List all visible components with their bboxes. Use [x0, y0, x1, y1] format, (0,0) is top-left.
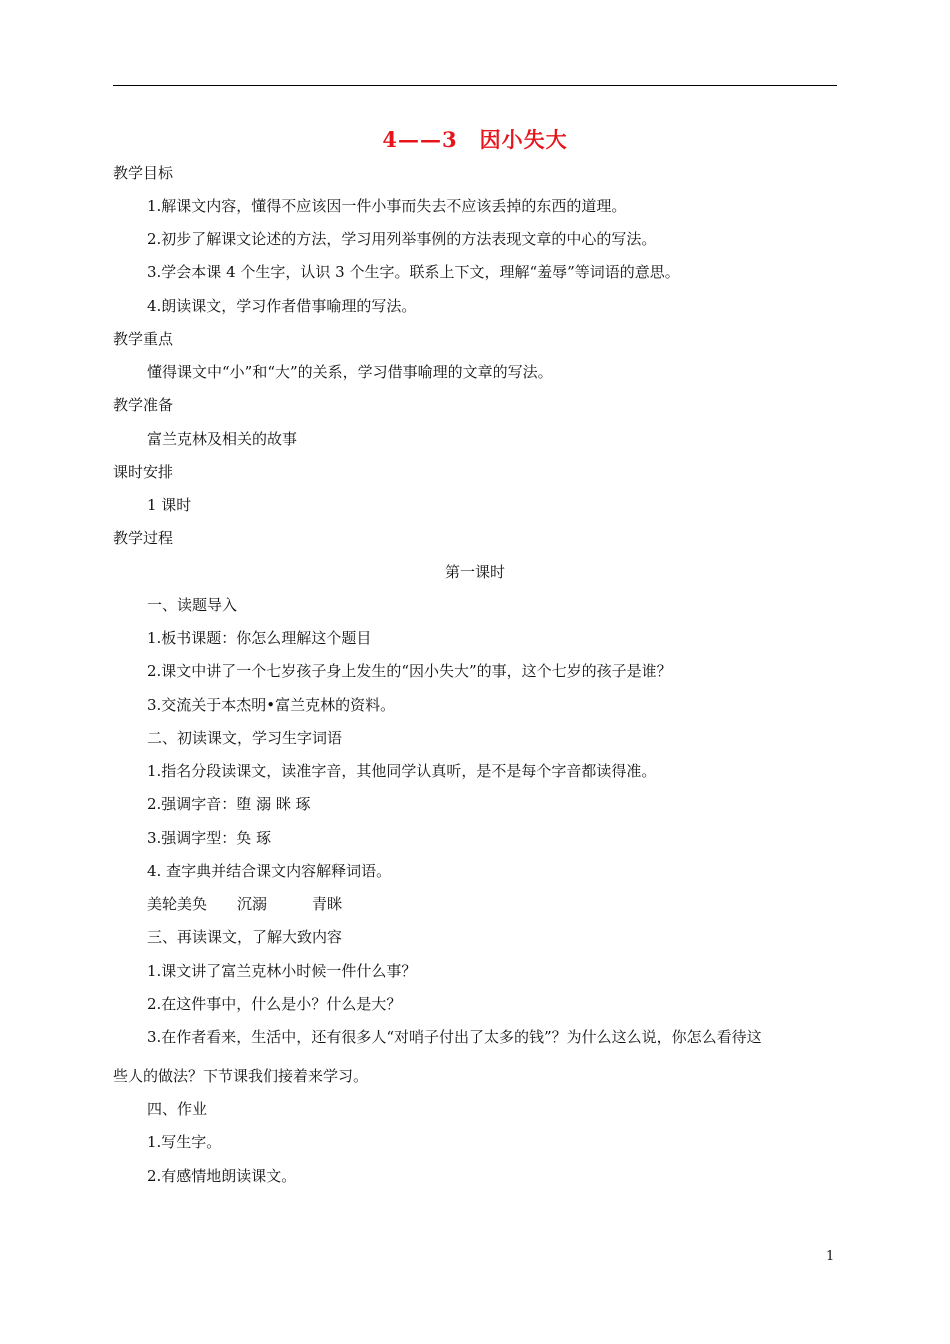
- paragraph: 懂得课文中“小”和“大”的关系，学习借事喻理的文章的写法。: [147, 363, 553, 381]
- paragraph: 1.指名分段读课文，读准字音，其他同学认真听，是不是每个字音都读得准。: [147, 762, 657, 780]
- paragraph: 1.写生字。: [147, 1133, 222, 1151]
- paragraph: 3.交流关于本杰明•富兰克林的资料。: [147, 696, 396, 714]
- paragraph: 2.初步了解课文论述的方法，学习用列举事例的方法表现文章的中心的写法。: [147, 230, 657, 248]
- subsection-heading: 一、读题导入: [147, 596, 238, 614]
- class-period-heading: 第一课时: [444, 563, 505, 581]
- section-heading: 课时安排: [113, 463, 174, 481]
- paragraph: 1.解课文内容，懂得不应该因一件小事而失去不应该丢掉的东西的道理。: [147, 197, 627, 215]
- paragraph: 3.在作者看来，生活中，还有很多人“对哨子付出了太多的钱”？为什么这么说，你怎么看待这: [147, 1028, 762, 1046]
- paragraph: 3.强调字型：奂 琢: [147, 829, 272, 847]
- paragraph-continuation: 些人的做法？下节课我们接着来学习。: [113, 1067, 369, 1085]
- paragraph: 4.朗读课文，学习作者借事喻理的写法。: [147, 297, 417, 315]
- paragraph: 2.在这件事中，什么是小？什么是大？: [147, 995, 402, 1013]
- section-heading: 教学过程: [113, 529, 174, 547]
- paragraph: 3.学会本课 4 个生字，认识 3 个生字。联系上下文，理解“羞辱”等词语的意思。: [147, 263, 680, 281]
- paragraph: 2.有感情地朗读课文。: [147, 1167, 297, 1185]
- section-heading: 教学重点: [113, 330, 174, 348]
- paragraph: 1.板书课题：你怎么理解这个题目: [147, 629, 372, 647]
- paragraph: 富兰克林及相关的故事: [147, 430, 298, 448]
- subsection-heading: 四、作业: [147, 1100, 208, 1118]
- page-number: 1: [826, 1249, 835, 1264]
- paragraph: 2.强调字音：堕 溺 眯 琢: [147, 795, 311, 813]
- paragraph: 1.课文讲了富兰克林小时候一件什么事？: [147, 962, 417, 980]
- section-heading: 教学准备: [113, 396, 174, 414]
- header-rule: [113, 85, 837, 86]
- lesson-title: 4——3 因小失大: [382, 127, 568, 152]
- section-heading: 教学目标: [113, 164, 174, 182]
- subsection-heading: 三、再读课文，了解大致内容: [147, 928, 343, 946]
- paragraph: 1 课时: [147, 496, 192, 514]
- paragraph: 2.课文中讲了一个七岁孩子身上发生的“因小失大”的事，这个七岁的孩子是谁？: [147, 662, 672, 680]
- paragraph: 4. 查字典并结合课文内容解释词语。: [147, 862, 392, 880]
- vocabulary-line: 美轮美奂 沉溺 青眯: [147, 895, 343, 913]
- subsection-heading: 二、初读课文，学习生字词语: [147, 729, 343, 747]
